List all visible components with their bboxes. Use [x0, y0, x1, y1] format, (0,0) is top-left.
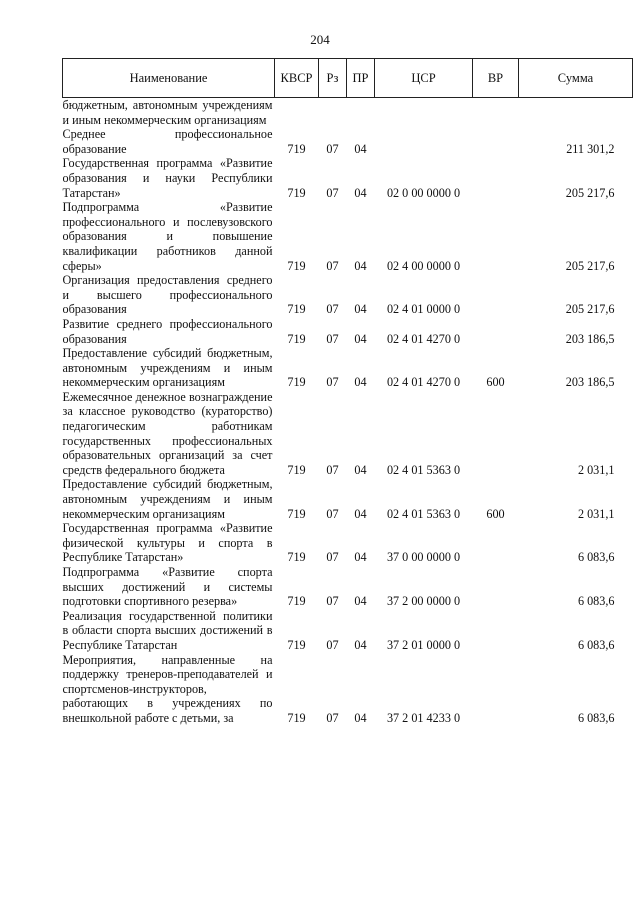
- cell-csr: 02 4 00 0000 0: [386, 258, 461, 273]
- cell-vr: [473, 273, 519, 317]
- cell-sum: 6 083,6: [577, 594, 615, 609]
- cell-kvsr: 719: [287, 594, 306, 609]
- cell-csr: 02 0 00 0000 0: [386, 185, 461, 200]
- cell-pr: 04: [354, 462, 367, 477]
- table-row: [63, 200, 633, 273]
- cell-csr: 02 4 01 4270 0: [386, 375, 461, 390]
- cell-csr: 02 4 01 5363 0: [386, 462, 461, 477]
- cell-pr: 04: [354, 375, 367, 390]
- header-sum: Сумма: [519, 59, 633, 98]
- table-row: [63, 98, 633, 128]
- cell-name: Предоставление субсидий бюджетным, автономным учреждениям и иным некоммерческим организациям: [62, 346, 273, 390]
- table-row: [63, 127, 633, 156]
- table-row: [63, 653, 633, 726]
- cell-sum: 6 083,6: [577, 637, 615, 652]
- cell-sum: 205 217,6: [565, 185, 615, 200]
- cell-kvsr: [275, 98, 319, 128]
- cell-kvsr: 719: [287, 710, 306, 725]
- table-row: [63, 346, 633, 390]
- cell-vr: [473, 156, 519, 200]
- cell-pr: 04: [354, 637, 367, 652]
- cell-sum: 2 031,1: [577, 462, 615, 477]
- cell-sum: 203 186,5: [565, 331, 615, 346]
- cell-rz: 07: [326, 141, 339, 156]
- cell-vr: 600: [486, 506, 505, 521]
- cell-rz: 07: [326, 185, 339, 200]
- cell-name: Среднее профессиональное образование: [62, 127, 273, 156]
- page-number: 204: [310, 32, 330, 47]
- cell-pr: 04: [354, 506, 367, 521]
- cell-name: Мероприятия, направленные на поддержку тренеров-преподавателей и спортсменов-инструкторов, работающих в учреждениях по внешкольной работе с детьми, за: [62, 652, 273, 725]
- cell-kvsr: 719: [287, 375, 306, 390]
- cell-rz: 07: [326, 375, 339, 390]
- cell-name: Государственная программа «Развитие физической культуры и спорта в Республике Татарстан»: [62, 521, 273, 565]
- cell-csr: 37 0 00 0000 0: [386, 550, 461, 565]
- cell-rz: 07: [326, 258, 339, 273]
- cell-sum: 205 217,6: [565, 258, 615, 273]
- cell-csr: [375, 98, 473, 128]
- cell-sum: 2 031,1: [577, 506, 615, 521]
- cell-sum: 203 186,5: [565, 375, 615, 390]
- cell-sum: 6 083,6: [577, 710, 615, 725]
- cell-vr: [473, 653, 519, 726]
- table-row: [63, 565, 633, 609]
- cell-name: Реализация государственной политики в области спорта высших достижений в Республике Татарстан: [62, 608, 273, 652]
- table-row: [63, 273, 633, 317]
- cell-csr: 37 2 01 4233 0: [386, 710, 461, 725]
- cell-pr: 04: [354, 550, 367, 565]
- cell-rz: [319, 98, 347, 128]
- cell-pr: 04: [354, 594, 367, 609]
- cell-vr: 600: [486, 375, 505, 390]
- cell-vr: [473, 127, 519, 156]
- table-row: [63, 521, 633, 565]
- cell-pr: 04: [354, 302, 367, 317]
- cell-csr: [375, 127, 473, 156]
- cell-name: Государственная программа «Развитие образования и науки Республики Татарстан»: [62, 156, 273, 200]
- cell-rz: 07: [326, 550, 339, 565]
- cell-name: Подпрограмма «Развитие спорта высших достижений и системы подготовки спортивного резерва»: [62, 565, 273, 609]
- cell-pr: 04: [354, 331, 367, 346]
- cell-csr: 37 2 01 0000 0: [386, 637, 461, 652]
- cell-pr: 04: [354, 710, 367, 725]
- cell-name: Предоставление субсидий бюджетным, автономным учреждениям и иным некоммерческим организациям: [62, 477, 273, 521]
- cell-kvsr: 719: [287, 302, 306, 317]
- table-header: [63, 59, 633, 98]
- cell-kvsr: 719: [287, 258, 306, 273]
- cell-rz: 07: [326, 331, 339, 346]
- cell-kvsr: 719: [287, 331, 306, 346]
- cell-rz: 07: [326, 506, 339, 521]
- header-rz: Рз: [319, 59, 347, 98]
- cell-vr: [473, 98, 519, 128]
- cell-kvsr: 719: [287, 506, 306, 521]
- cell-name: бюджетным, автономным учреждениям и иным некоммерческим организациям: [62, 98, 273, 127]
- cell-csr: 02 4 01 5363 0: [386, 506, 461, 521]
- cell-kvsr: 719: [287, 462, 306, 477]
- cell-vr: [473, 521, 519, 565]
- cell-sum: 211 301,2: [566, 141, 615, 156]
- table-row: [63, 609, 633, 653]
- cell-rz: 07: [326, 710, 339, 725]
- cell-sum: 205 217,6: [565, 302, 615, 317]
- cell-vr: [473, 200, 519, 273]
- cell-kvsr: 719: [287, 637, 306, 652]
- table-body: [63, 98, 633, 726]
- cell-kvsr: 719: [287, 141, 306, 156]
- cell-rz: 07: [326, 637, 339, 652]
- cell-name: Ежемесячное денежное вознаграждение за классное руководство (кураторство) педагогическим работникам государственных профессиональных образовательных организаций за счет средств федерального бюджета: [62, 389, 273, 477]
- cell-pr: 04: [354, 185, 367, 200]
- cell-kvsr: 719: [287, 185, 306, 200]
- cell-vr: [473, 609, 519, 653]
- cell-name: Подпрограмма «Развитие профессионального и послевузовского образования и повышение квалификации работников данной сферы»: [62, 200, 273, 273]
- header-row: [63, 59, 633, 98]
- cell-rz: 07: [326, 594, 339, 609]
- cell-csr: 37 2 00 0000 0: [386, 594, 461, 609]
- cell-rz: 07: [326, 302, 339, 317]
- cell-vr: [473, 390, 519, 478]
- cell-pr: [347, 98, 375, 128]
- budget-table: [62, 58, 633, 726]
- header-csr: ЦСР: [375, 59, 473, 98]
- header-name: Наименование: [63, 59, 275, 98]
- cell-csr: 02 4 01 0000 0: [386, 302, 461, 317]
- cell-vr: [473, 317, 519, 346]
- table-row: [63, 156, 633, 200]
- table-row: [63, 390, 633, 478]
- cell-rz: 07: [326, 462, 339, 477]
- cell-pr: 04: [354, 258, 367, 273]
- cell-pr: 04: [354, 141, 367, 156]
- cell-name: Организация предоставления среднего и высшего профессионального образования: [62, 273, 273, 317]
- cell-sum: [519, 98, 633, 128]
- cell-kvsr: 719: [287, 550, 306, 565]
- cell-vr: [473, 565, 519, 609]
- header-kvsr: КВСР: [275, 59, 319, 98]
- cell-name: Развитие среднего профессионального образования: [62, 316, 273, 346]
- header-vr: ВР: [473, 59, 519, 98]
- cell-csr: 02 4 01 4270 0: [386, 331, 461, 346]
- table-row: [63, 317, 633, 346]
- table-row: [63, 477, 633, 521]
- header-pr: ПР: [347, 59, 375, 98]
- cell-sum: 6 083,6: [577, 550, 615, 565]
